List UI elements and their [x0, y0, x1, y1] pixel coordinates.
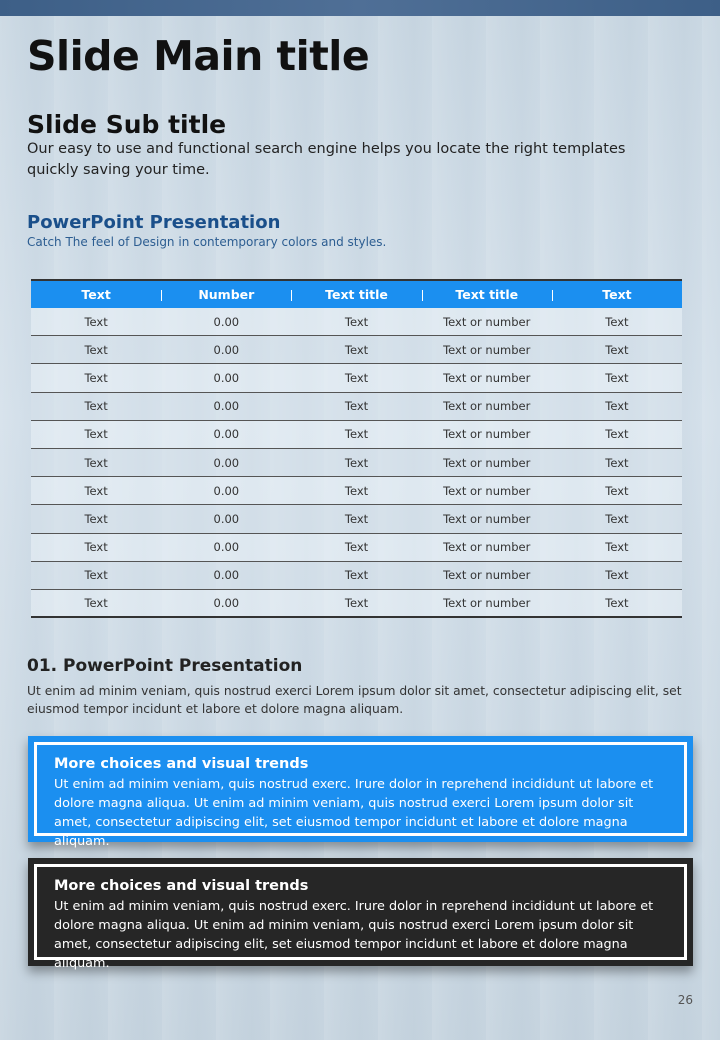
table-cell: Text [84, 370, 108, 385]
column-header: Text title [291, 287, 421, 302]
table-cell: Text [84, 511, 108, 526]
page-number: 26 [677, 993, 693, 1007]
table-cell: Text [344, 595, 369, 610]
column-header: Text [81, 287, 111, 302]
dark-callout-body: Ut enim ad minim veniam, quis nostrud exerc. Irure dolor in reprehend incididunt ut labore et dolore magna aliqua. Ut enim ad minim veniam, quis nostrud exerci Lorem ipsum dolor sit amet, consectetur adipiscing elit, set eiusmod tempor incidunt et labore et dolore magna aliquam. [54, 899, 654, 971]
table-row [31, 562, 682, 590]
table-row [31, 449, 682, 477]
table-header [31, 279, 682, 308]
table-row [31, 477, 682, 505]
table-cell: Text [84, 483, 108, 498]
table-cell: Text [84, 342, 108, 357]
table-cell: Text or number [443, 455, 531, 470]
presentation-caption: Catch The feel of Design in contemporary colors and styles. [27, 235, 387, 249]
table-cell: Text or number [443, 511, 531, 526]
table-cell: Text or number [443, 342, 531, 357]
table-cell: Text [84, 568, 108, 583]
table-cell: 0.00 [213, 370, 240, 385]
table-cell: 0.00 [213, 595, 240, 610]
table-cell: Text [344, 511, 369, 526]
dark-callout-title: More choices and visual trends [54, 878, 309, 894]
table-cell: Text [605, 595, 629, 610]
table-row [31, 590, 682, 618]
table-cell: 0.00 [213, 342, 240, 357]
top-bar [0, 0, 720, 16]
table-row [31, 364, 682, 392]
table-cell: Text [605, 568, 629, 583]
blue-callout-box [28, 736, 693, 849]
sub-title-body: Our easy to use and functional search engine helps you locate the right templates quickly saving your time. [27, 141, 626, 178]
blue-callout-title: More choices and visual trends [54, 756, 309, 772]
table-cell: Text [605, 314, 629, 329]
table-cell: 0.00 [213, 511, 240, 526]
table-cell: Text [344, 342, 369, 357]
table-cell: Text [605, 399, 629, 414]
table-body [31, 308, 682, 618]
column-header: Number [161, 287, 291, 302]
table-cell: Text or number [443, 314, 531, 329]
table-cell: 0.00 [213, 483, 240, 498]
dark-callout-box [28, 858, 693, 971]
table-cell: Text or number [443, 427, 531, 442]
table-cell: Text [344, 427, 369, 442]
table-cell: 0.00 [213, 314, 240, 329]
table-cell: Text or number [443, 568, 531, 583]
table-cell: 0.00 [213, 399, 240, 414]
table-cell: Text [344, 455, 369, 470]
table-cell: Text [605, 483, 629, 498]
table-cell: 0.00 [213, 568, 240, 583]
table-cell: Text [605, 370, 629, 385]
table-cell: Text [344, 568, 369, 583]
table-cell: Text [84, 314, 108, 329]
page-title: Slide Main title [27, 32, 370, 80]
table-cell: Text [84, 455, 108, 470]
table-row [31, 421, 682, 449]
section-title: 01. PowerPoint Presentation [27, 656, 303, 676]
column-header: Text title [422, 287, 552, 302]
table-cell: Text [344, 483, 369, 498]
data-table [31, 279, 682, 618]
table-cell: Text [84, 540, 108, 555]
table-row [31, 336, 682, 364]
table-cell: Text or number [443, 540, 531, 555]
table-cell: 0.00 [213, 540, 240, 555]
presentation-heading: PowerPoint Presentation [27, 212, 281, 233]
table-row [31, 505, 682, 533]
blue-callout-body: Ut enim ad minim veniam, quis nostrud exerc. Irure dolor in reprehend incididunt ut labore et dolore magna aliqua. Ut enim ad minim veniam, quis nostrud exerci Lorem ipsum dolor sit amet, consectetur adipiscing elit, set eiusmod tempor incidunt et labore et dolore magna aliquam. [54, 777, 654, 849]
blue-callout-inner [34, 742, 687, 849]
table-cell: Text [605, 427, 629, 442]
table-cell: Text [605, 511, 629, 526]
table-row [31, 534, 682, 562]
section-body: Ut enim ad minim veniam, quis nostrud exerci Lorem ipsum dolor sit amet, consectetur adipiscing elit, set eiusmod tempor incidunt et labore et dolore magna aliquam. [27, 684, 682, 716]
table-cell: Text [344, 399, 369, 414]
table-row [31, 308, 682, 336]
table-cell: Text [84, 595, 108, 610]
table-cell: Text [84, 399, 108, 414]
table-cell: Text [605, 342, 629, 357]
table-cell: 0.00 [213, 427, 240, 442]
table-cell: Text or number [443, 483, 531, 498]
dark-callout-inner [34, 864, 687, 971]
table-cell: Text or number [443, 370, 531, 385]
table-cell: Text [605, 540, 629, 555]
table-cell: Text [344, 370, 369, 385]
table-cell: Text or number [443, 595, 531, 610]
table-cell: Text [344, 540, 369, 555]
sub-title: Slide Sub title [27, 110, 227, 139]
table-cell: Text or number [443, 399, 531, 414]
table-cell: Text [84, 427, 108, 442]
table-cell: Text [344, 314, 369, 329]
column-header: Text [552, 287, 682, 302]
table-cell: 0.00 [213, 455, 240, 470]
table-cell: Text [605, 455, 629, 470]
table-row [31, 393, 682, 421]
